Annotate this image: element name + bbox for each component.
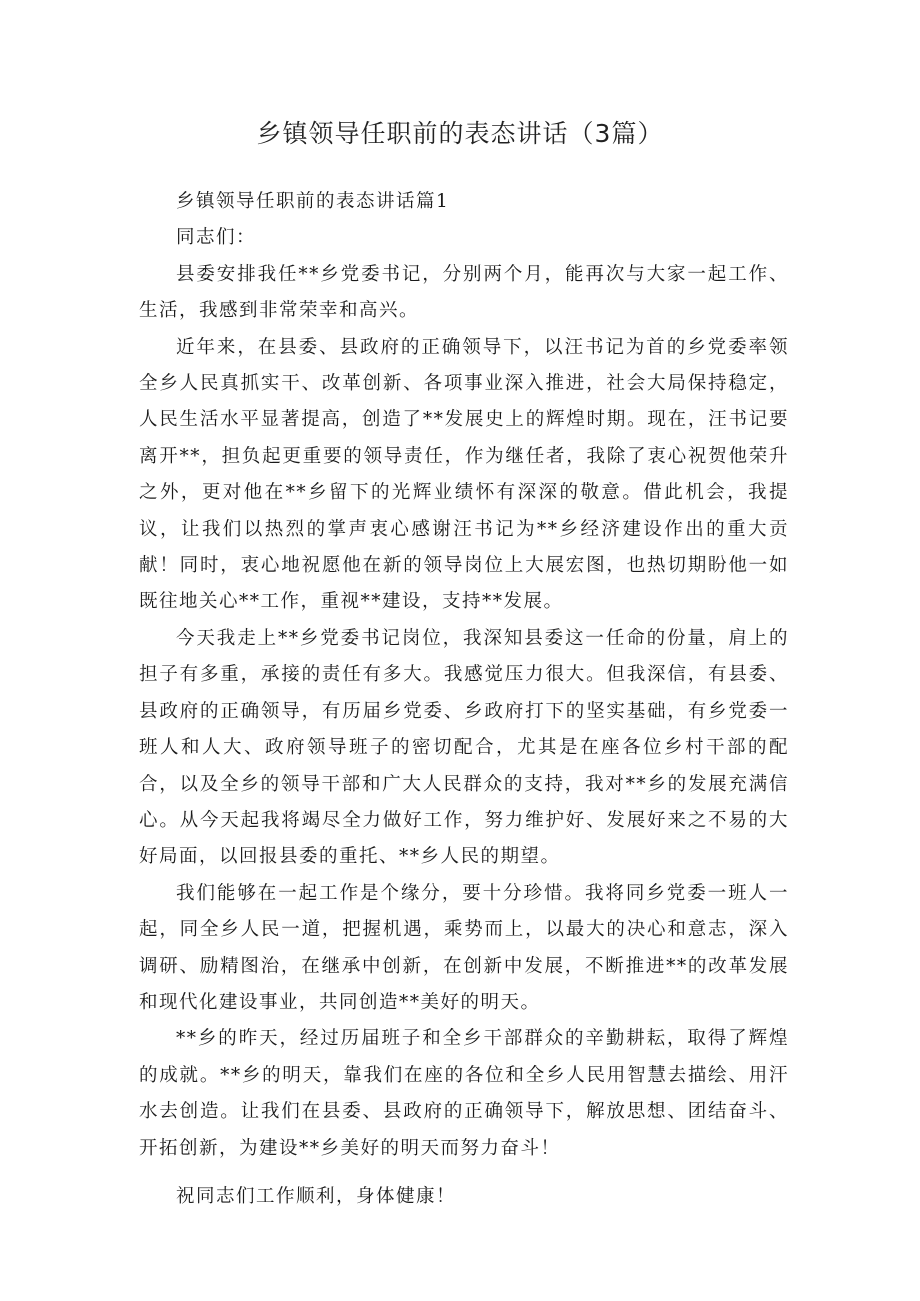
- section-subtitle: 乡镇领导任职前的表态讲话篇1: [176, 191, 450, 212]
- paragraph: 我们能够在一起工作是个缘分，要十分珍惜。我将同乡党委一班人一起，同全乡人民一道，把握机遇，乘势而上，以最大的决心和意志，深入调研、励精图治，在继承中创新，在创新中发展，不断推进**的改革发展和现代化建设事业，共同创造**美好的明天。: [139, 882, 789, 1013]
- paragraph: 近年来，在县委、县政府的正确领导下，以汪书记为首的乡党委率领全乡人民真抓实干、改革创新、各项事业深入推进，社会大局保持稳定，人民生活水平显著提高，创造了**发展史上的辉煌时期。现在，汪书记要离开**，担负起更重要的领导责任，作为继任者，我除了衷心祝贺他荣升之外，更对他在**乡留下的光辉业绩怀有深深的敬意。借此机会，我提议，让我们以热烈的掌声衷心感谢汪书记为**乡经济建设作出的重大贡献！同时，衷心地祝愿他在新的领导岗位上大展宏图，也热切期盼他一如既往地关心**工作，重视**建设，支持**发展。: [139, 336, 789, 613]
- paragraph: **乡的昨天，经过历届班子和全乡干部群众的辛勤耕耘，取得了辉煌的成就。**乡的明天，靠我们在座的各位和全乡人民用智慧去描绘、用汗水去创造。让我们在县委、县政府的正确领导下，解放思想、团结奋斗、开拓创新，为建设**乡美好的明天而努力奋斗！: [139, 1028, 789, 1159]
- greeting: 同志们：: [176, 227, 257, 249]
- paragraph: 今天我走上**乡党委书记岗位，我深知县委这一任命的份量，肩上的担子有多重，承接的责任有多大。我感觉压力很大。但我深信，有县委、县政府的正确领导，有历届乡党委、乡政府打下的坚实基础，有乡党委一班人和人大、政府领导班子的密切配合，尤其是在座各位乡村干部的配合，以及全乡的领导干部和广大人民群众的支持，我对**乡的发展充满信心。从今天起我将竭尽全力做好工作，努力维护好、发展好来之不易的大好局面，以回报县委的重托、**乡人民的期望。: [139, 627, 789, 868]
- closing-line: 祝同志们工作顺利，身体健康！: [176, 1185, 457, 1207]
- document-body: [139, 184, 789, 1215]
- document-title: 乡镇领导任职前的表态讲话（3篇）: [256, 119, 664, 148]
- paragraph: 县委安排我任**乡党委书记，分别两个月，能再次与大家一起工作、生活，我感到非常荣幸和高兴。: [139, 263, 789, 322]
